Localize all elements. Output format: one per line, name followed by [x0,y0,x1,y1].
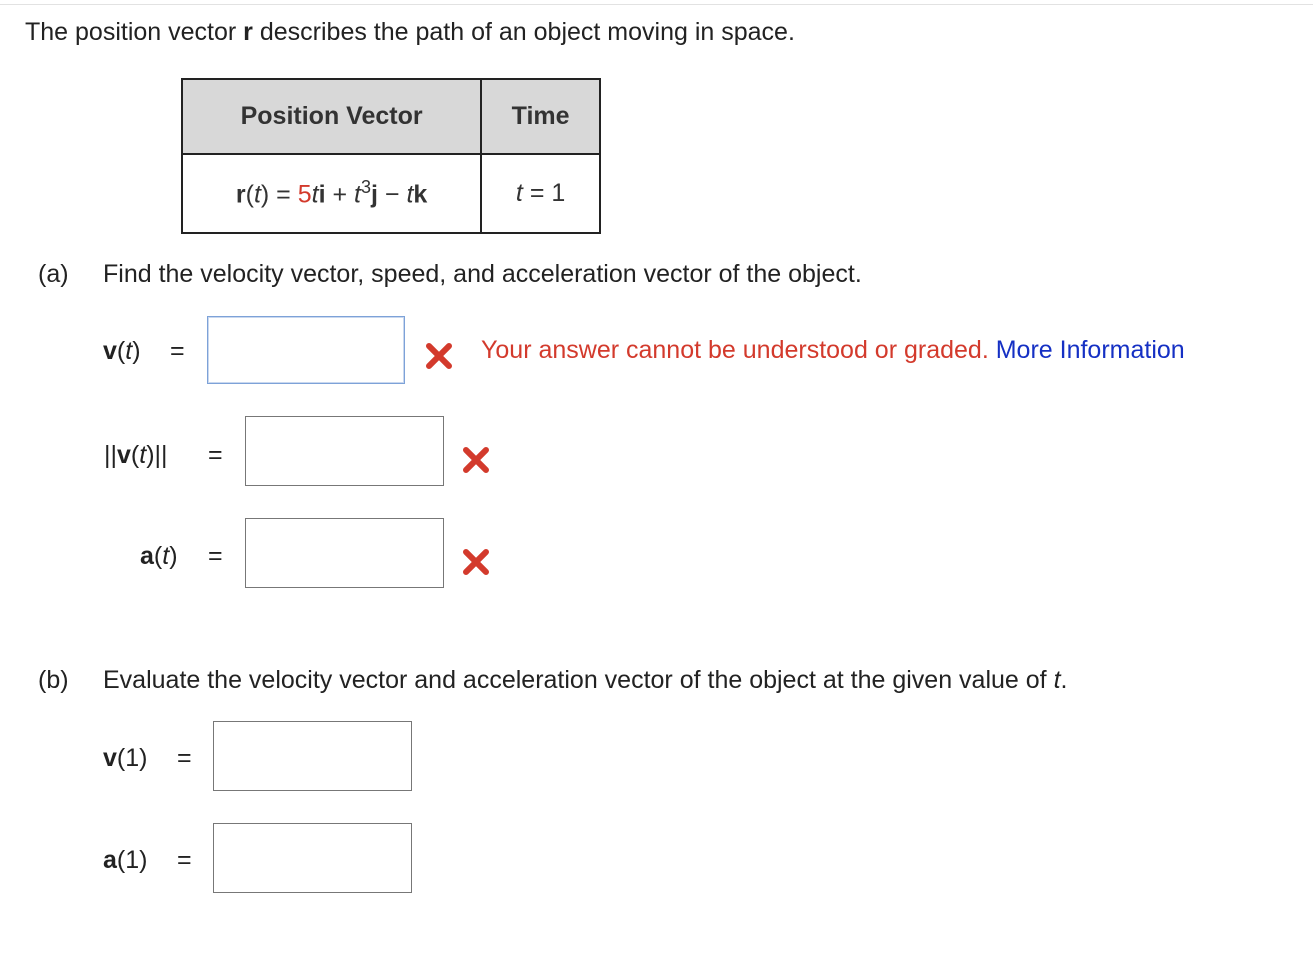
acceleration-label: a(t) [140,542,178,570]
position-vector-table [181,78,601,234]
part-a-heading: (a) Find the velocity vector, speed, and acceleration vector of the object. [38,260,862,288]
problem-statement: The position vector r describes the path of an object moving in space. [25,18,795,46]
x-mark-icon [461,445,491,475]
speed-label: ||v(t)|| [104,441,168,469]
header-time: Time [481,79,600,154]
more-information-link[interactable]: More Information [995,336,1185,364]
part-b-heading: (b) Evaluate the velocity vector and acceleration vector of the object at the given value of t. [38,666,1068,694]
top-divider [0,4,1313,5]
position-vector-formula: $r(t) = 5ti + t^3j$ − tk [182,154,481,233]
velocity-input[interactable] [207,316,405,384]
velocity-label: v(t) [103,337,141,365]
acceleration-at-1-input[interactable] [213,823,412,893]
x-mark-icon [424,341,454,371]
x-mark-icon [461,547,491,577]
error-message: Your answer cannot be understood or graded. More Information [481,336,1185,364]
time-value: t = 1 [481,154,600,233]
header-position-vector: Position Vector [182,79,481,154]
acceleration-at-1-label: a(1) [103,846,148,874]
acceleration-input[interactable] [245,518,444,588]
speed-input[interactable] [245,416,444,486]
velocity-at-1-label: v(1) [103,744,148,772]
velocity-at-1-input[interactable] [213,721,412,791]
